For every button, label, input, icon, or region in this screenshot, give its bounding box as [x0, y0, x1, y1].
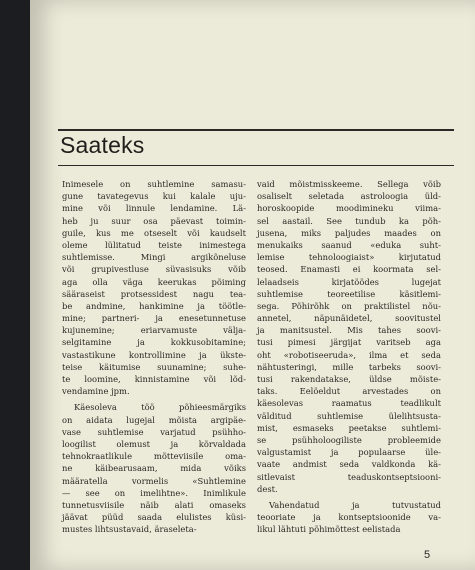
text-line: te loomine, kinnistamine või lõd-	[62, 374, 246, 384]
text-line: dest.	[257, 483, 278, 494]
text-line: teise käitumise suunamine; suhe-	[62, 361, 246, 372]
text-line: sel aastail. See tundub ka põh-	[257, 215, 441, 226]
text-line: mist, esmaseks peetakse suhtlemi-	[257, 422, 441, 433]
text-line: — see on imelihtne». Inimlikule	[62, 487, 246, 498]
text-line: vaid mõistmisskeeme. Sellega võib	[257, 179, 441, 189]
text-line: tusi pimesi järgijat varitseb aga	[257, 337, 441, 348]
text-line: osaliselt seletada astroloogia üld-	[257, 191, 441, 202]
text-line: tunnetusviisile näib alati omaseks	[62, 499, 246, 510]
text-line: ja manitsustel. Mis tahes soovi-	[257, 325, 441, 336]
text-line: loogilist olemust ja kõrvaldada	[62, 438, 246, 449]
text-line: mine; partneri- ja enesetunnetuse	[62, 313, 246, 324]
text-line: guile, kus me otseselt või kaudselt	[62, 227, 246, 238]
section-title: Saateks	[60, 132, 145, 158]
text-line: Vahendatud ja tutvustatud	[269, 499, 441, 510]
right-text-column	[257, 178, 441, 535]
text-line: se psühholoogiliste probleemide	[257, 434, 441, 445]
page-number: 5	[424, 549, 431, 561]
text-line: tehnokraatlikule mõtteviisile oma-	[62, 451, 246, 462]
text-line: on aidata lugejal mõista argipäe-	[62, 414, 246, 425]
text-line: lelaadseis kirjatöödes lugejat	[257, 276, 441, 287]
text-line: suhtlemisse. Mingi argikõneluse	[62, 252, 246, 263]
text-line: Inimesele on suhtlemine samasu-	[62, 179, 246, 189]
left-text-column	[62, 178, 246, 535]
text-line: nähtusteringi, mille tarbeks soovi-	[257, 361, 441, 372]
text-line: sega. Põhirõhk on praktilistel nõu-	[257, 300, 441, 311]
text-line: horoskoopide moodimineku viima-	[257, 203, 441, 214]
text-line: Käesoleva töö põhieesmärgiks	[74, 402, 246, 413]
text-line: ne käibearusaam, mida võiks	[62, 463, 246, 474]
text-line: vaate andmist seda valdkonda kä-	[257, 459, 441, 470]
text-line: sitlevaist teaduskontseptsiooni-	[257, 471, 441, 482]
title-underline	[58, 165, 454, 166]
text-line: mustes lihtsustavaid, äraseleta-	[62, 524, 197, 535]
text-line: vendamine jpm.	[62, 386, 130, 397]
text-line: või grupivestluse süvasisuks võib	[62, 264, 246, 275]
text-line: oleme lülitatud teiste inimestega	[62, 239, 246, 250]
text-line: annetel, näpunäidetel, soovitustel	[257, 313, 441, 324]
text-line: teooriate ja kontseptsioonide va-	[257, 512, 441, 523]
text-line: jusena, miks paljudes maades on	[257, 227, 441, 238]
text-line: sääraseist protsessidest nagu tea-	[62, 288, 246, 299]
text-line: jäävat püüd saada elulistes küsi-	[62, 512, 246, 523]
text-line: menukaiks saanud «eduka suht-	[257, 239, 441, 250]
text-line: aga olla väga keerukas põiming	[62, 276, 246, 287]
text-line: käesolevas raamatus teadlikult	[257, 398, 441, 409]
text-line: oht «robotiseeruda», ilma et seda	[257, 349, 441, 360]
text-line: likul lähtuti põhimõttest eelistada	[257, 524, 401, 535]
text-line: vastastikune kontrollimine ja ükste-	[62, 349, 246, 360]
text-line: välditud suhtlemise ülelihtsusta-	[257, 410, 441, 421]
text-line: määratella vormelis «Suhtlemine	[62, 475, 246, 486]
text-line: taks. Eelöeldut arvestades on	[257, 386, 441, 397]
text-line: kujunemine; eriarvamuste välja-	[62, 325, 246, 336]
text-line: teosed. Enamasti ei koormata sel-	[257, 264, 441, 275]
text-line: gune tavategevus kui kalale uju-	[62, 191, 246, 202]
text-line: tusi rakendatakse, üldse mõiste-	[257, 374, 441, 384]
text-line: mine või linnule lendamine. Lä-	[62, 203, 246, 214]
top-rule	[58, 129, 454, 131]
text-line: vase suhtlemise varjatud psühho-	[62, 426, 246, 437]
text-line: valgustamist ja populaarse üle-	[257, 447, 441, 458]
text-line: heb ju suur osa päevast toimin-	[62, 215, 246, 226]
text-line: suhtlemise teoreetilise käsitlemi-	[257, 288, 441, 299]
text-line: lemise tehnoloogiaist» kirjutatud	[257, 252, 441, 263]
text-line: be andmine, hankimine ja töötle-	[62, 300, 246, 311]
text-line: selgitamine ja kokkusobitamine;	[62, 337, 246, 348]
